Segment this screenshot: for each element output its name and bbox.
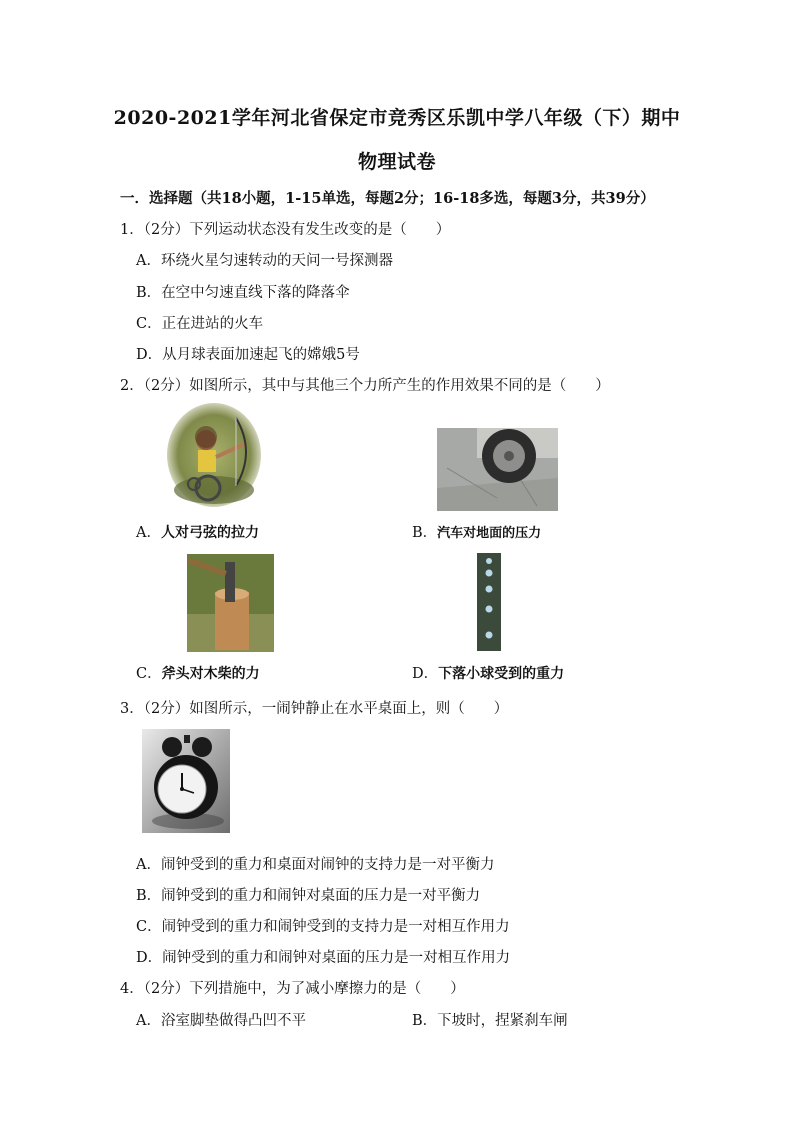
question-2-option-b: B．汽车对地面的压力 [412, 525, 542, 541]
question-4-option-b: B．下坡时，捏紧刹车闸 [412, 1013, 568, 1029]
question-4-option-a: A．浴室脚垫做得凸凹不平 [136, 1013, 306, 1029]
question-3-option-d: D．闹钟受到的重力和闹钟对桌面的压力是一对相互作用力 [136, 950, 511, 966]
question-2-option-a-label: 人对弓弦的拉力 [160, 525, 259, 541]
falling-ball-photo [477, 553, 501, 651]
question-3-option-a: A．闹钟受到的重力和桌面对闹钟的支持力是一对平衡力 [136, 857, 495, 873]
question-3-option-b: B．闹钟受到的重力和闹钟对桌面的压力是一对平衡力 [136, 888, 481, 904]
question-2-option-c-label: 斧头对木柴的力 [161, 666, 260, 682]
question-3-option-c: C．闹钟受到的重力和闹钟受到的支持力是一对相互作用力 [136, 919, 510, 935]
car-tire-photo [437, 428, 558, 511]
question-2-option-a: A．人对弓弦的拉力 [136, 525, 259, 541]
question-2-option-d-label: 下落小球受到的重力 [438, 666, 565, 682]
question-2-option-c: C．斧头对木柴的力 [136, 666, 260, 682]
question-3-stem: 3．（2分）如图所示，一闹钟静止在水平桌面上，则（ ） [120, 701, 509, 717]
exam-title-line2: 物理试卷 [357, 151, 436, 173]
question-1-option-c: C．正在进站的火车 [136, 316, 264, 332]
alarm-clock-photo [142, 729, 230, 833]
archer-photo [166, 402, 262, 508]
question-1-option-a: A．环绕火星匀速转动的天问一号探测器 [136, 253, 393, 269]
question-2-stem: 2．（2分）如图所示，其中与其他三个力所产生的作用效果不同的是（ ） [120, 378, 610, 394]
question-4-stem: 4．（2分）下列措施中，为了减小摩擦力的是（ ） [120, 981, 465, 997]
question-2-option-b-label: 汽车对地面的压力 [437, 526, 542, 541]
question-1-stem: 1．（2分）下列运动状态没有发生改变的是（ ） [120, 222, 451, 238]
question-1-option-b: B．在空中匀速直线下落的降落伞 [136, 285, 350, 301]
question-1-option-d: D．从月球表面加速起飞的嫦娥5号 [136, 347, 360, 363]
section-heading: 一．选择题（共18小题，1-15单选，每题2分；16-18多选，每题3分，共39分） [120, 190, 655, 207]
axe-wood-photo [187, 554, 274, 652]
exam-title-line1: 2020-2021学年河北省保定市竞秀区乐凯中学八年级（下）期中 [113, 107, 681, 129]
question-2-option-d: D．下落小球受到的重力 [412, 666, 565, 682]
